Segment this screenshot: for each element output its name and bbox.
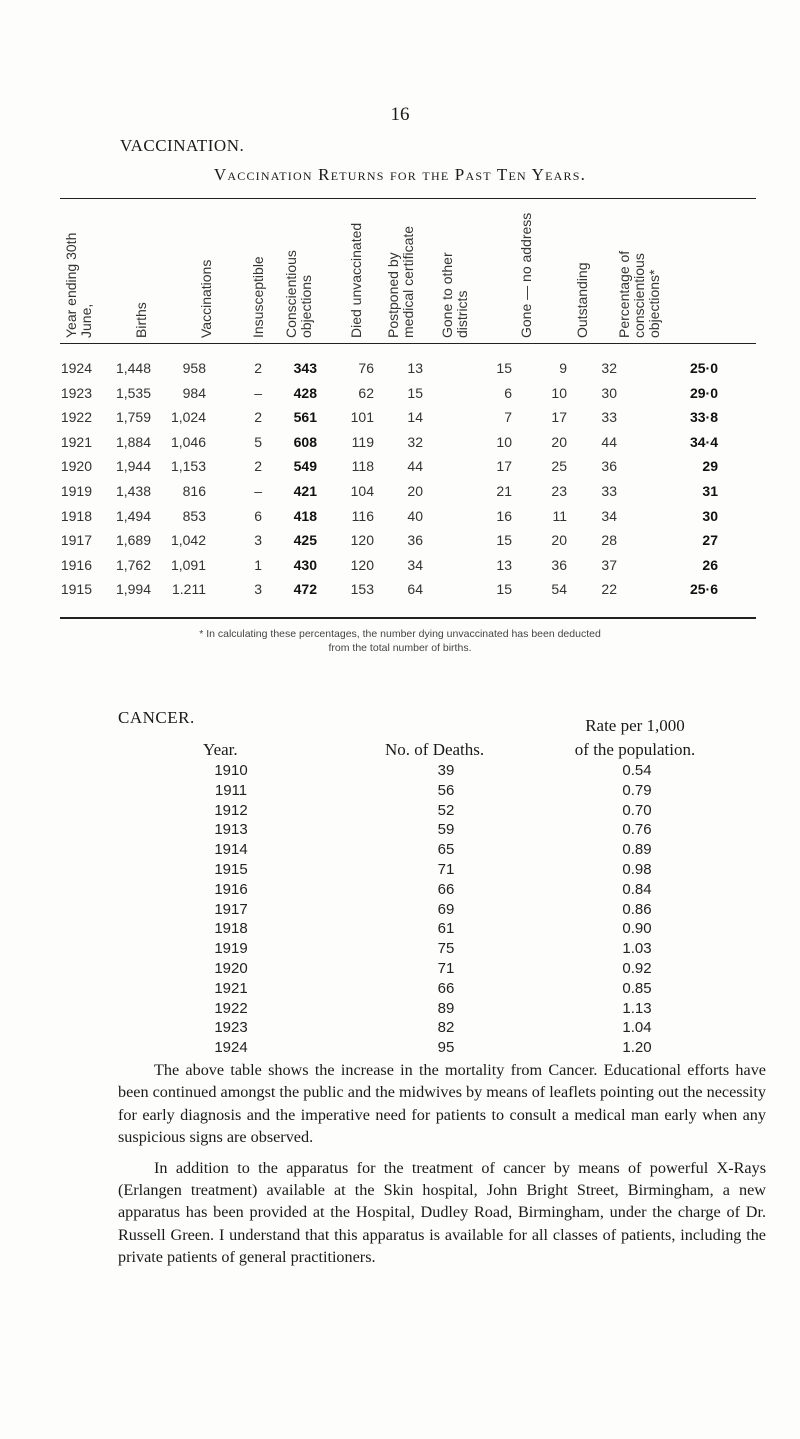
table-cell: 1,024	[170, 409, 206, 426]
cancer-cell: 1.03	[622, 940, 652, 958]
table-cell: 418	[293, 507, 317, 524]
footnote-line-1: * In calculating these percentages, the number dying unvaccinated has been deducted	[199, 628, 601, 640]
table-cell: 120	[350, 532, 374, 549]
table-row	[0, 577, 800, 601]
cancer-cell: 66	[437, 880, 455, 898]
column-header	[119, 200, 151, 340]
column-header-label: Conscientious objections	[283, 250, 314, 338]
table-cell: 36	[601, 458, 617, 475]
table-cell: 116	[351, 507, 374, 524]
table-row	[0, 504, 800, 528]
table-cell: 561	[293, 409, 317, 426]
table-cell: 62	[358, 384, 374, 401]
column-header-label: Postponed by medical certificate	[385, 225, 416, 338]
table-cell: 34	[601, 507, 617, 524]
table-cell: 1921	[60, 433, 92, 450]
cancer-title: CANCER.	[118, 708, 195, 727]
table-cell: 54	[551, 581, 567, 598]
table-cell: 64	[407, 581, 423, 598]
table-cell: 33	[601, 409, 617, 426]
cancer-cell: 59	[437, 821, 455, 839]
cancer-cell: 89	[437, 999, 455, 1017]
cancer-cell: 0.86	[622, 900, 652, 918]
table-cell: 36	[407, 532, 423, 549]
cancer-cell: 0.90	[622, 920, 652, 938]
cancer-cell: 69	[437, 900, 455, 918]
cancer-cell: 1911	[214, 781, 248, 799]
column-header	[616, 200, 664, 340]
table-cell: 958	[182, 360, 206, 376]
table-cell: 1917	[60, 532, 92, 549]
table-cell: 10	[551, 384, 567, 401]
table-cell: 1,759	[115, 409, 151, 426]
table-cell: 853	[182, 507, 206, 524]
cancer-row	[0, 918, 800, 940]
column-header	[440, 200, 472, 340]
table-cell: 11	[552, 507, 567, 524]
rate-header-line-2: of the population.	[574, 740, 696, 759]
year-header: Year.	[203, 740, 238, 759]
table-bottom-rule	[60, 617, 756, 619]
cancer-cell: 1922	[214, 999, 248, 1017]
cancer-row	[0, 780, 800, 802]
table-cell: 2	[254, 458, 262, 475]
cancer-row	[0, 800, 800, 822]
column-header	[284, 200, 316, 340]
column-header-label: Births	[133, 302, 149, 338]
cancer-cell: 52	[437, 801, 455, 819]
table-cell: 30	[601, 384, 617, 401]
table-cell: 25·6	[689, 581, 718, 598]
table-cell: 44	[601, 433, 617, 450]
table-cell: 1915	[60, 581, 92, 598]
header-bottom-rule	[60, 343, 756, 344]
cancer-cell: 0.79	[622, 781, 652, 799]
column-header-label: Outstanding	[574, 262, 590, 338]
table-cell: 3	[254, 581, 262, 598]
cancer-cell: 1913	[214, 821, 248, 839]
cancer-cell: 1914	[214, 841, 248, 859]
cancer-row	[0, 819, 800, 841]
table-cell: 25	[551, 458, 567, 475]
table-cell: 1,448	[115, 360, 151, 376]
table-row	[0, 479, 800, 503]
cancer-cell: 0.70	[622, 801, 652, 819]
table-cell: 29	[702, 458, 718, 475]
table-cell: –	[254, 483, 262, 499]
table-cell: 23	[551, 483, 567, 499]
cancer-cell: 0.84	[622, 880, 652, 898]
table-cell: 1,046	[170, 433, 206, 450]
table-cell: 6	[504, 384, 512, 401]
table-cell: 343	[293, 360, 317, 376]
table-cell: 10	[496, 433, 512, 450]
body-text	[118, 1059, 766, 1269]
cancer-row	[0, 859, 800, 881]
table-cell: 36	[551, 556, 567, 573]
cancer-cell: 1912	[214, 801, 248, 819]
table-cell: 29·0	[689, 384, 718, 401]
table-cell: 1924	[60, 360, 92, 376]
table-cell: 25·0	[689, 360, 718, 376]
table-cell: 6	[254, 507, 262, 524]
table-cell: 1,944	[115, 458, 151, 475]
column-header-label: Insusceptible	[250, 256, 266, 338]
table-cell: 1	[254, 556, 262, 573]
table-cell: 472	[293, 581, 317, 598]
cancer-cell: 1920	[214, 960, 248, 977]
cancer-cell: 1.04	[622, 1019, 652, 1037]
table-cell: 428	[293, 384, 317, 401]
table-cell: 13	[407, 360, 423, 376]
table-cell: 7	[504, 409, 512, 426]
cancer-row	[0, 839, 800, 861]
table-top-rule	[60, 198, 756, 199]
table-cell: 816	[182, 483, 206, 499]
table-cell: 1,153	[170, 458, 206, 475]
cancer-cell: 71	[437, 960, 455, 977]
cancer-cell: 1921	[214, 979, 248, 997]
cancer-row	[0, 1017, 800, 1039]
rate-header-line-1: Rate per 1,000	[585, 716, 685, 735]
table-cell: 153	[350, 581, 374, 598]
table-cell: 15	[496, 532, 512, 549]
table-cell: 984	[182, 384, 206, 401]
table-cell: 34·4	[689, 433, 718, 450]
table-cell: 20	[551, 532, 567, 549]
table-cell: 1916	[60, 556, 92, 573]
cancer-row	[0, 978, 800, 1000]
table-cell: 76	[358, 360, 374, 376]
table-cell: 14	[407, 409, 423, 426]
cancer-cell: 82	[437, 1019, 455, 1037]
table-row	[0, 430, 800, 454]
page-number: 16	[390, 104, 410, 125]
vaccination-table-title: Vaccination Returns for the Past Ten Years.	[213, 165, 587, 184]
column-header	[236, 200, 268, 340]
cancer-cell: 0.76	[622, 821, 652, 839]
table-cell: 44	[407, 458, 423, 475]
table-cell: 608	[293, 433, 317, 450]
table-cell: 9	[559, 360, 567, 376]
column-header-label: Percentage of conscientious objections*	[616, 250, 662, 338]
column-header	[560, 200, 592, 340]
cancer-cell: 1917	[214, 900, 248, 918]
table-cell: 17	[551, 409, 567, 426]
table-row	[0, 381, 800, 405]
paragraph-2: In addition to the apparatus for the treatment of cancer by means of powerful X-Rays (Erlangen treatment) available at the Skin hospital, John Bright Street, Birmingham, a new apparatus has been provided at the Hospital, Dudley Road, Birmingham, under the charge of Dr. Russell Green. I understand that this apparatus is available for all classes of patients, including the private patients of general practitioners.	[118, 1158, 766, 1267]
table-cell: 22	[601, 581, 617, 598]
cancer-cell: 1924	[214, 1039, 248, 1057]
table-cell: 118	[351, 458, 374, 475]
paragraph-1: The above table shows the increase in the mortality from Cancer. Educational efforts have been continued amongst the public and the midwives by means of leaflets pointing out the necessity for early diagnosis and the imperative need for patients to consult a medical man early when any suspicious signs are observed.	[118, 1061, 766, 1147]
cancer-cell: 1923	[214, 1019, 248, 1037]
table-cell: 26	[702, 556, 718, 573]
column-header-label: Year ending 30th June,	[63, 232, 94, 338]
table-row	[0, 528, 800, 552]
vaccination-footnote	[0, 627, 800, 655]
cancer-row	[0, 958, 800, 980]
cancer-cell: 0.85	[622, 979, 652, 997]
cancer-row	[0, 1037, 800, 1059]
table-cell: 421	[293, 483, 317, 499]
column-header	[64, 200, 96, 340]
table-cell: 17	[496, 458, 512, 475]
cancer-cell: 1910	[214, 762, 248, 779]
section-title: VACCINATION.	[120, 136, 245, 155]
cancer-cell: 0.98	[622, 861, 652, 878]
table-cell: 1,884	[115, 433, 151, 450]
cancer-cell: 95	[437, 1039, 455, 1057]
cancer-row	[0, 938, 800, 960]
cancer-cell: 0.92	[622, 960, 652, 977]
table-cell: 15	[496, 360, 512, 376]
cancer-cell: 66	[437, 979, 455, 997]
table-cell: 101	[350, 409, 374, 426]
cancer-cell: 39	[437, 762, 455, 779]
table-cell: 3	[254, 532, 262, 549]
table-row	[0, 553, 800, 577]
table-cell: 1922	[60, 409, 92, 426]
table-cell: 1,994	[115, 581, 151, 598]
table-cell: 1,438	[115, 483, 151, 499]
table-cell: 32	[601, 360, 617, 376]
cancer-cell: 71	[437, 861, 455, 878]
table-cell: 425	[293, 532, 317, 549]
footnote-line-2: from the total number of births.	[328, 642, 472, 654]
table-cell: 1,689	[115, 532, 151, 549]
cancer-cell: 61	[437, 920, 455, 938]
table-cell: 430	[293, 556, 317, 573]
table-cell: 549	[293, 458, 317, 475]
table-cell: 120	[350, 556, 374, 573]
deaths-header: No. of Deaths.	[385, 740, 485, 759]
table-row	[0, 356, 800, 380]
table-cell: 34	[407, 556, 423, 573]
cancer-cell: 1916	[214, 880, 248, 898]
table-row	[0, 454, 800, 478]
table-cell: –	[254, 384, 262, 401]
cancer-row	[0, 899, 800, 921]
cancer-row	[0, 879, 800, 901]
cancer-cell: 1.20	[622, 1039, 652, 1057]
table-cell: 119	[351, 433, 374, 450]
table-row	[0, 405, 800, 429]
table-cell: 30	[702, 507, 718, 524]
column-header-label: Died unvaccinated	[348, 222, 364, 338]
column-header-label: Gone — no address	[518, 212, 534, 338]
table-cell: 1,762	[115, 556, 151, 573]
table-cell: 104	[350, 483, 374, 499]
cancer-cell: 1919	[214, 940, 248, 958]
table-cell: 1,091	[170, 556, 206, 573]
column-header	[184, 200, 216, 340]
table-cell: 20	[551, 433, 567, 450]
column-header	[504, 200, 536, 340]
cancer-row	[0, 760, 800, 782]
cancer-cell: 56	[437, 781, 455, 799]
table-cell: 1923	[60, 384, 92, 401]
cancer-cell: 0.89	[622, 841, 652, 859]
table-cell: 13	[496, 556, 512, 573]
table-cell: 20	[407, 483, 423, 499]
table-cell: 21	[496, 483, 512, 499]
table-cell: 37	[601, 556, 617, 573]
table-cell: 1,535	[115, 384, 151, 401]
table-cell: 16	[496, 507, 512, 524]
table-cell: 2	[254, 360, 262, 376]
cancer-cell: 1915	[214, 861, 248, 878]
column-header-label: Gone to other districts	[439, 252, 470, 338]
cancer-cell: 75	[437, 940, 455, 958]
cancer-row	[0, 998, 800, 1020]
table-cell: 40	[407, 507, 423, 524]
table-cell: 31	[702, 483, 718, 499]
table-cell: 32	[407, 433, 423, 450]
cancer-cell: 0.54	[622, 762, 652, 779]
table-cell: 2	[254, 409, 262, 426]
table-cell: 15	[496, 581, 512, 598]
cancer-cell: 1.13	[622, 999, 652, 1017]
table-cell: 1918	[60, 507, 92, 524]
table-cell: 1920	[60, 458, 92, 475]
table-cell: 33·8	[689, 409, 718, 426]
table-cell: 1919	[60, 483, 92, 499]
table-cell: 27	[702, 532, 718, 549]
table-cell: 28	[601, 532, 617, 549]
table-cell: 15	[407, 384, 423, 401]
table-cell: 1.211	[172, 581, 206, 598]
table-cell: 1,042	[170, 532, 206, 549]
column-header-label: Vaccinations	[198, 259, 214, 338]
cancer-cell: 65	[437, 841, 455, 859]
table-cell: 1,494	[115, 507, 151, 524]
column-header	[334, 200, 366, 340]
table-cell: 5	[254, 433, 262, 450]
cancer-cell: 1918	[214, 920, 248, 938]
column-header	[386, 200, 418, 340]
table-cell: 33	[601, 483, 617, 499]
